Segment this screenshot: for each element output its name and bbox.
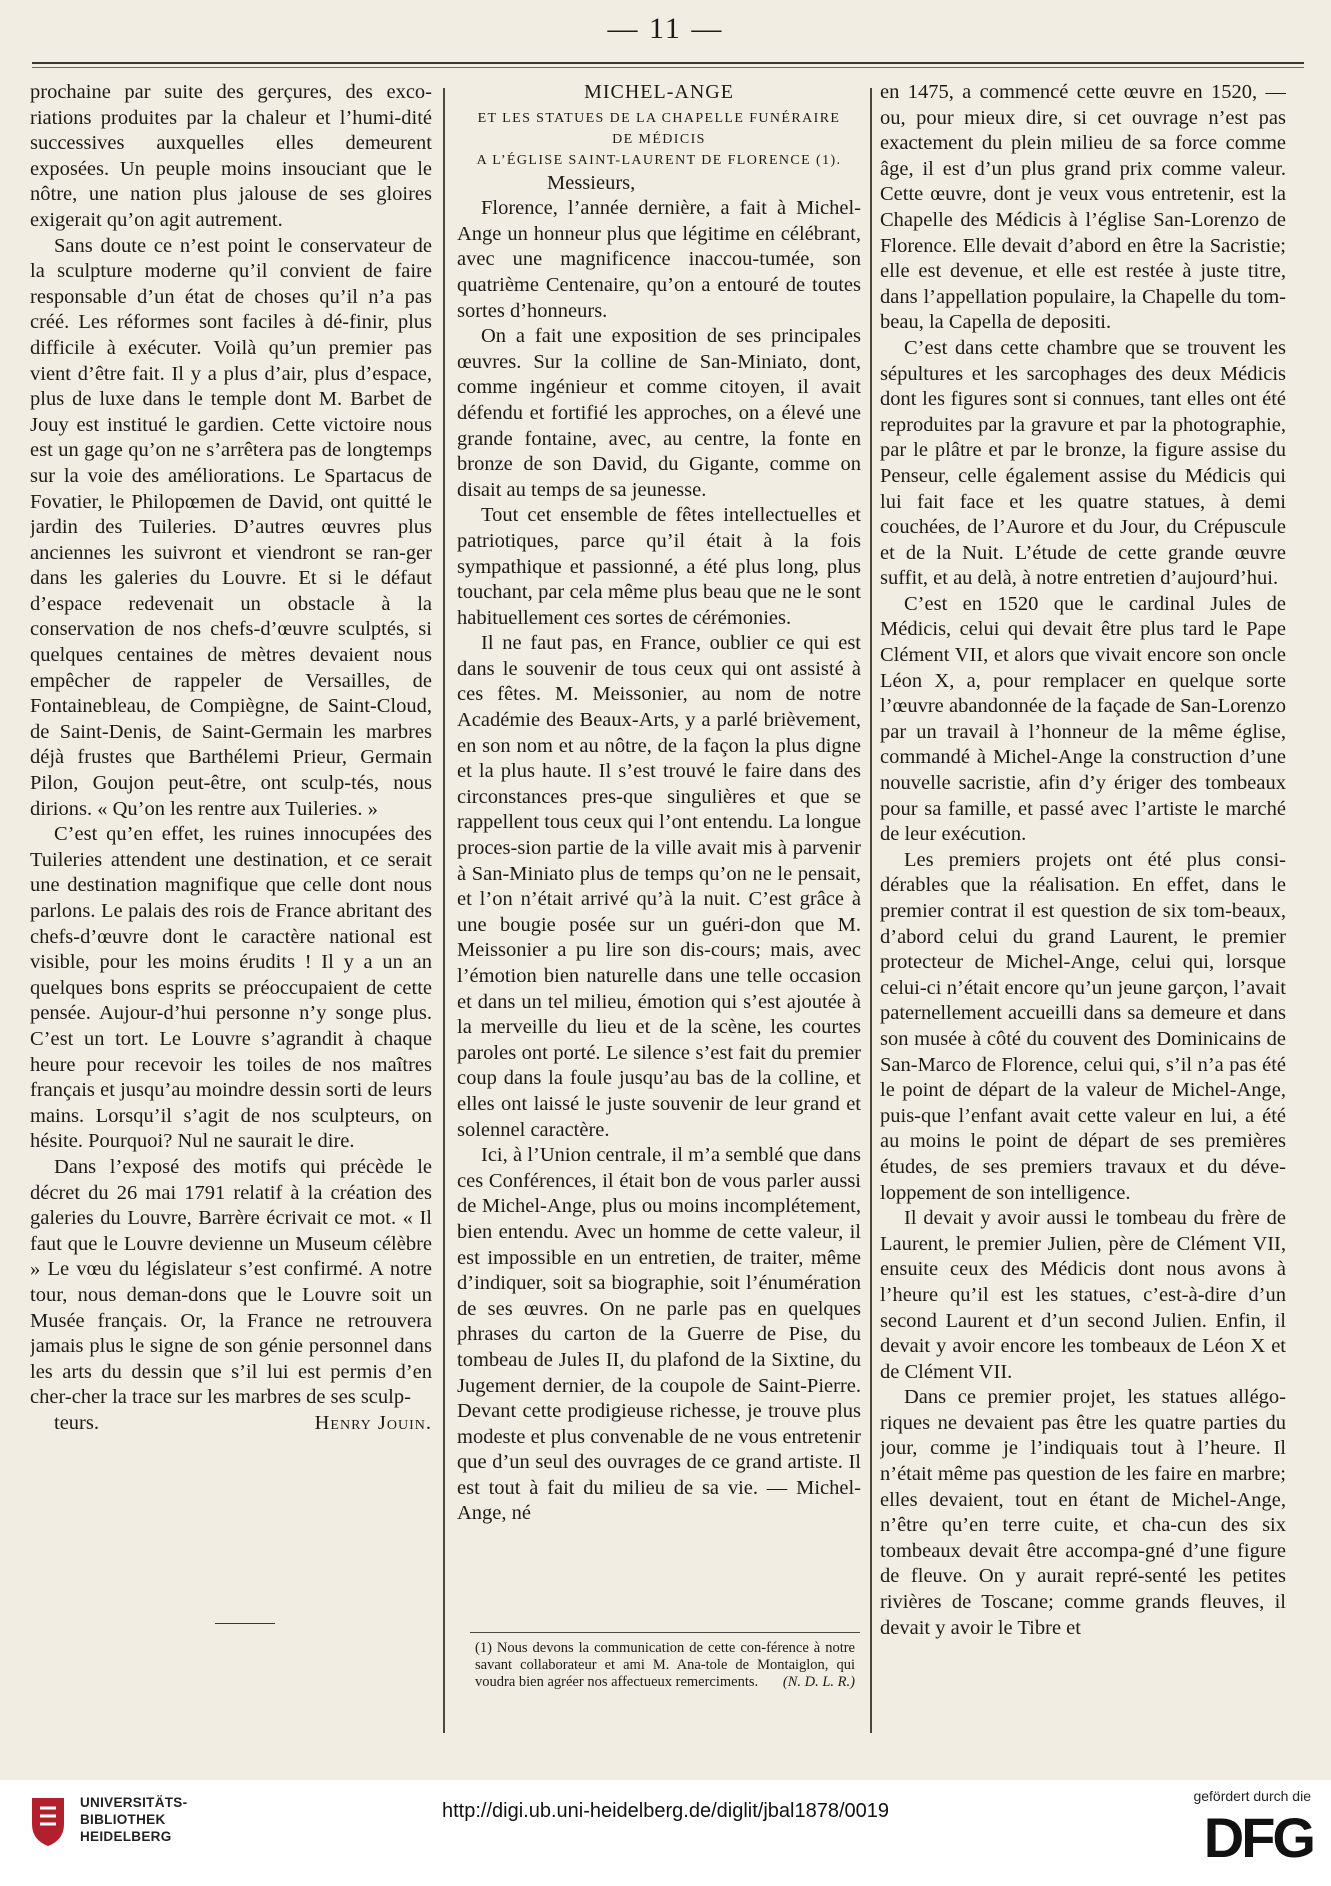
- paragraph: Tout cet ensemble de fêtes intellectuelles et patriotiques, parce qu’il était à la fois sympathique et passionné, a été plus long, plus touchant, par cela même plus beau que ne le sont habituellement ces sortes de cérémonies.: [457, 504, 861, 629]
- column-1: [30, 80, 432, 1500]
- article-subtitle-1: ET LES STATUES DE LA CHAPELLE FUNÉRAIRE: [477, 110, 841, 126]
- paragraph: Florence, l’année dernière, a fait à Michel-Ange un honneur plus que légitime en célébrant, avec une magnificence inaccou-tumée, son quatrième Centenaire, qu’on a entouré de toutes sortes d’honneurs.: [457, 197, 861, 322]
- column-2: [457, 80, 861, 1710]
- paragraph: Ici, à l’Union centrale, il m’a semblé que dans ces Conférences, il était bon de vous parler aussi de Michel-Ange, plus ou moins incomplétement, bien entendu. Avec un homme de cette valeur, il est impossible en un entretien, de traiter, même d’indiquer, soit sa biographie, soit l’énumération de ses œuvres. On ne parle pas en quelques phrases du carton de la Guerre de Pise, du tombeau de Jules II, du plafond de la Sixtine, du Jugement dernier, de la coupole de Saint-Pierre. Devant cette prodigieuse richesse, je trouve plus modeste et plus convenable de ne vous entretenir que d’un seul des ouvrages de ce grand artiste. Il est tout à fait du milieu de sa vie. — Michel-Ange, né: [457, 1144, 861, 1525]
- article-subtitle-2: DE MÉDICIS: [612, 131, 706, 147]
- page-number: — 11 —: [607, 12, 724, 45]
- header-rule: [32, 62, 1304, 64]
- footnote-signature: (N. D. L. R.): [782, 1674, 855, 1690]
- article-end-rule: [215, 1623, 275, 1624]
- paragraph: Les premiers projets ont été plus consi-dérables que la réalisation. En effet, dans le premier contrat il est question de six tom-beaux, d’abord celui du grand Laurent, le premier protecteur de Michel-Ange, celui qui, lorsque celui-ci n’était encore qu’un jeune garçon, l’avait paternellement accueilli dans sa demeure et dans son musée à côté du couvent des Dominicains de San-Marco de Florence, celui qui, s’il n’a pas été le point de départ de la valeur de Michel-Ange, puis-que l’enfant avait cette valeur en lui, a été au moins le point de départ de ses premières études, de ses premiers travaux et du déve-loppement de son intelligence.: [880, 848, 1286, 1204]
- paragraph: Dans ce premier projet, les statues allégo-riques ne devaient pas être les quatre parties du jour, comme je l’indiquais tout à l’heure. Il n’était même pas question de les faire en marbre; elles devaient, tout en étant de Michel-Ange, n’être qu’en terre cuite, et cha-cun des six tombeaux devait être accompa-gné d’une figure de fleuve. On y aurait repré-senté les petites rivières de Toscane; comme grands fleuves, il devait y avoir le Tibre et: [880, 1386, 1286, 1639]
- paragraph: Sans doute ce n’est point le conservateur de la sculpture moderne qu’il convient de faire responsable d’un état de choses qu’il n’a pas créé. Les réformes sont faciles à dé-finir, plus difficile à exécuter. Voilà qu’un premier pas vient d’être fait. Il y a plus d’air, plus d’espace, plus de luxe dans le temple dont M. Barbet de Jouy est institué le gardien. Cette victoire nous est un gage qu’on ne s’arrêtera pas de longtemps sur la voie des améliorations. Le Spartacus de Fovatier, le Philopœmen de David, ont quitté le jardin des Tuileries. D’autres œuvres plus anciennes les suivront et viendront se ran-ger dans les galeries du Louvre. Et si le défaut d’espace redevenait un obstacle à la conservation de nos chefs-d’œuvre sculptés, si quelques centaines de mètres devaient nous empêcher de rappeler de Versailles, de Fontainebleau, de Compiègne, de Saint-Cloud, de Saint-Denis, de Saint-Germain les marbres déjà frustes que Barthélemi Prieur, Germain Pilon, Goujon peut-être, ont sculp-tés, nous dirions. « Qu’on les rentre aux Tuileries. »: [30, 234, 432, 820]
- paragraph: On a fait une exposition de ses principales œuvres. Sur la colline de San-Miniato, dont, comme ingénieur et comme citoyen, il avait défendu et fortifié les approches, on a élevé une grande fontaine, avec, au centre, la fonte en bronze de son David, du Gigante, comme on disait au temps de sa jeunesse.: [457, 325, 861, 501]
- article-title: MICHEL-ANGE: [584, 81, 734, 103]
- paragraph: C’est dans cette chambre que se trouvent les sépultures et les sarcophages des deux Médicis dont les figures sont si connues, tant elles ont été reproduites par la gravure et par la photographie, par le plâtre et par le bronze, la figure assise du Penseur, celle également assise du Médicis qui lui fait face et les quatre statues, à demi couchées, de l’Aurore et du Jour, du Crépuscule et de la Nuit. L’étude de cette grande œuvre suffit, et au delà, à notre entretien d’aujourd’hui.: [880, 336, 1286, 590]
- dfg-logo[interactable]: DFG: [1203, 1806, 1313, 1869]
- last-word: teurs.: [54, 1411, 99, 1434]
- paragraph: Dans l’exposé des motifs qui précède le décret du 26 mai 1791 relatif à la création des galeries du Louvre, Barrère écrivait ce mot. « Il faut que le Louvre devienne un Museum célèbre » Le vœu du législateur s’est confirmé. A notre tour, nous deman-dons que le Louvre soit un Musée français. Or, la France ne retrouvera jamais plus le signe de son génie personnel dans les arts du dessin que s’il lui est permis d’en cher-cher la trace sur les marbres de ses sculp-: [30, 1155, 432, 1409]
- column-3: [880, 80, 1286, 1710]
- signature-line: [30, 1411, 432, 1437]
- paragraph: C’est qu’en effet, les ruines innocupées des Tuileries attendent une destination, et ce serait une destination magnifique que celle dont nous parlons. Le palais des rois de France abritant des chefs-d’œuvre dont le caractère national est visible, pour les moins érudits ! Il y a un an quelques bons esprits se préoccupaient de cette pensée. Aujour-d’hui personne n’y songe plus. C’est un tort. Le Louvre s’agrandit à chaque heure pour recevoir les toiles de nos maîtres français et jusqu’au moindre dessin sorti de leurs mains. Lorsqu’il s’agit de nos sculpteurs, on hésite. Pourquoi? Nul ne saurait le dire.: [30, 823, 432, 1153]
- column-divider-2: [870, 88, 872, 1733]
- footnote: [475, 1640, 855, 1691]
- paragraph: C’est en 1520 que le cardinal Jules de Médicis, celui qui devait être plus tard le Pape Clément VII, et alors que vivait encore son oncle Léon X, a, pour remplacer en quelque sorte l’œuvre abandonnée de la façade de San-Lorenzo par un travail à l’honneur de la même église, commandé à Michel-Ange la construction d’une nouvelle sacristie, afin d’y ériger des tombeaux pour sa famille, et passé avec l’artiste le marché de leur exécution.: [880, 592, 1286, 846]
- paragraph: en 1475, a commencé cette œuvre en 1520, — ou, pour mieux dire, si cet ouvrage n’est pas exactement du plein milieu de sa force comme âge, il est d’un plus grand prix comme valeur. Cette œuvre, dont je veux vous entretenir, est la Chapelle des Médicis à l’église San-Lorenzo de Florence. Elle devait d’abord en être la Sacristie; elle est devenue, et elle est restée à juste titre, dans l’appellation populaire, la Chapelle du tom-beau, la Capella de depositi.: [880, 81, 1286, 334]
- author-signature: Henry Jouin.: [314, 1411, 432, 1434]
- article-subtitle-3: A L’ÉGLISE SAINT-LAURENT DE FLORENCE (1).: [476, 152, 842, 168]
- salutation: Messieurs,: [547, 171, 636, 194]
- paragraph: Il devait y avoir aussi le tombeau du frère de Laurent, le premier Julien, père de Clément VII, ensuite ceux des Médicis dont nous avons à l’heure qu’il est les statues, c’est-à-dire d’un second Laurent et d’un second Julien. Enfin, il devait y avoir encore les tombeaux de Léon X et de Clément VII.: [880, 1207, 1286, 1383]
- paragraph: prochaine par suite des gerçures, des exco-riations produites par la chaleur et l’humi-dité successives auxquelles elles demeurent exposées. Un peuple moins insouciant que le nôtre, une nation plus jalouse de ses gloires exigerait qu’on agit autrement.: [30, 81, 432, 231]
- paragraph: Il ne faut pas, en France, oublier ce qui est dans le souvenir de tous ceux qui ont assisté à ces fêtes. M. Meissonier, au nom de notre Académie des Beaux-Arts, y a parlé brièvement, en son nom et au nôtre, de la façon la plus digne et la plus haute. Il s’est trouvé le faire dans des circonstances pres-que singulières et que se rappellent tous ceux qui l’ont entendu. La longue proces-sion partie de la ville avait mis à parvenir à San-Miniato plus de temps qu’on ne le pensait, et l’on n’était arrivé qu’à la nuit. C’est grâce à une bougie posée sur un guéri-don que M. Meissonier a pu lire son dis-cours; mais, avec l’émotion bien naturelle dans une telle occasion et dans un tel milieu, émotion qui s’est ajoutée à la merveille du lieu et de la scène, les courtes paroles ont porté. Le silence s’est fait du premier coup dans la foule jusqu’au bas de la colline, et elles ont laissé le juste souvenir de leur grand et solennel caractère.: [457, 632, 861, 1141]
- footnote-text: (1) Nous devons la communication de cette con-férence à notre savant collaborateur et ami M. Ana-tole de Montaiglon, qui voudra bien agréer nos affectueux remerciments.: [475, 1640, 855, 1690]
- header-rule-thin: [32, 67, 1304, 68]
- column-divider-1: [443, 88, 445, 1733]
- footnote-rule: [470, 1632, 860, 1633]
- permalink[interactable]: http://digi.ub.uni-heidelberg.de/diglit/jbal1878/0019: [441, 1800, 889, 1822]
- funding-label: gefördert durch die: [1193, 1788, 1311, 1804]
- university-library-name[interactable]: UNIVERSITÄTS- BIBLIOTHEK HEIDELBERG: [80, 1795, 188, 1844]
- viewer-footer: [0, 1780, 1331, 1886]
